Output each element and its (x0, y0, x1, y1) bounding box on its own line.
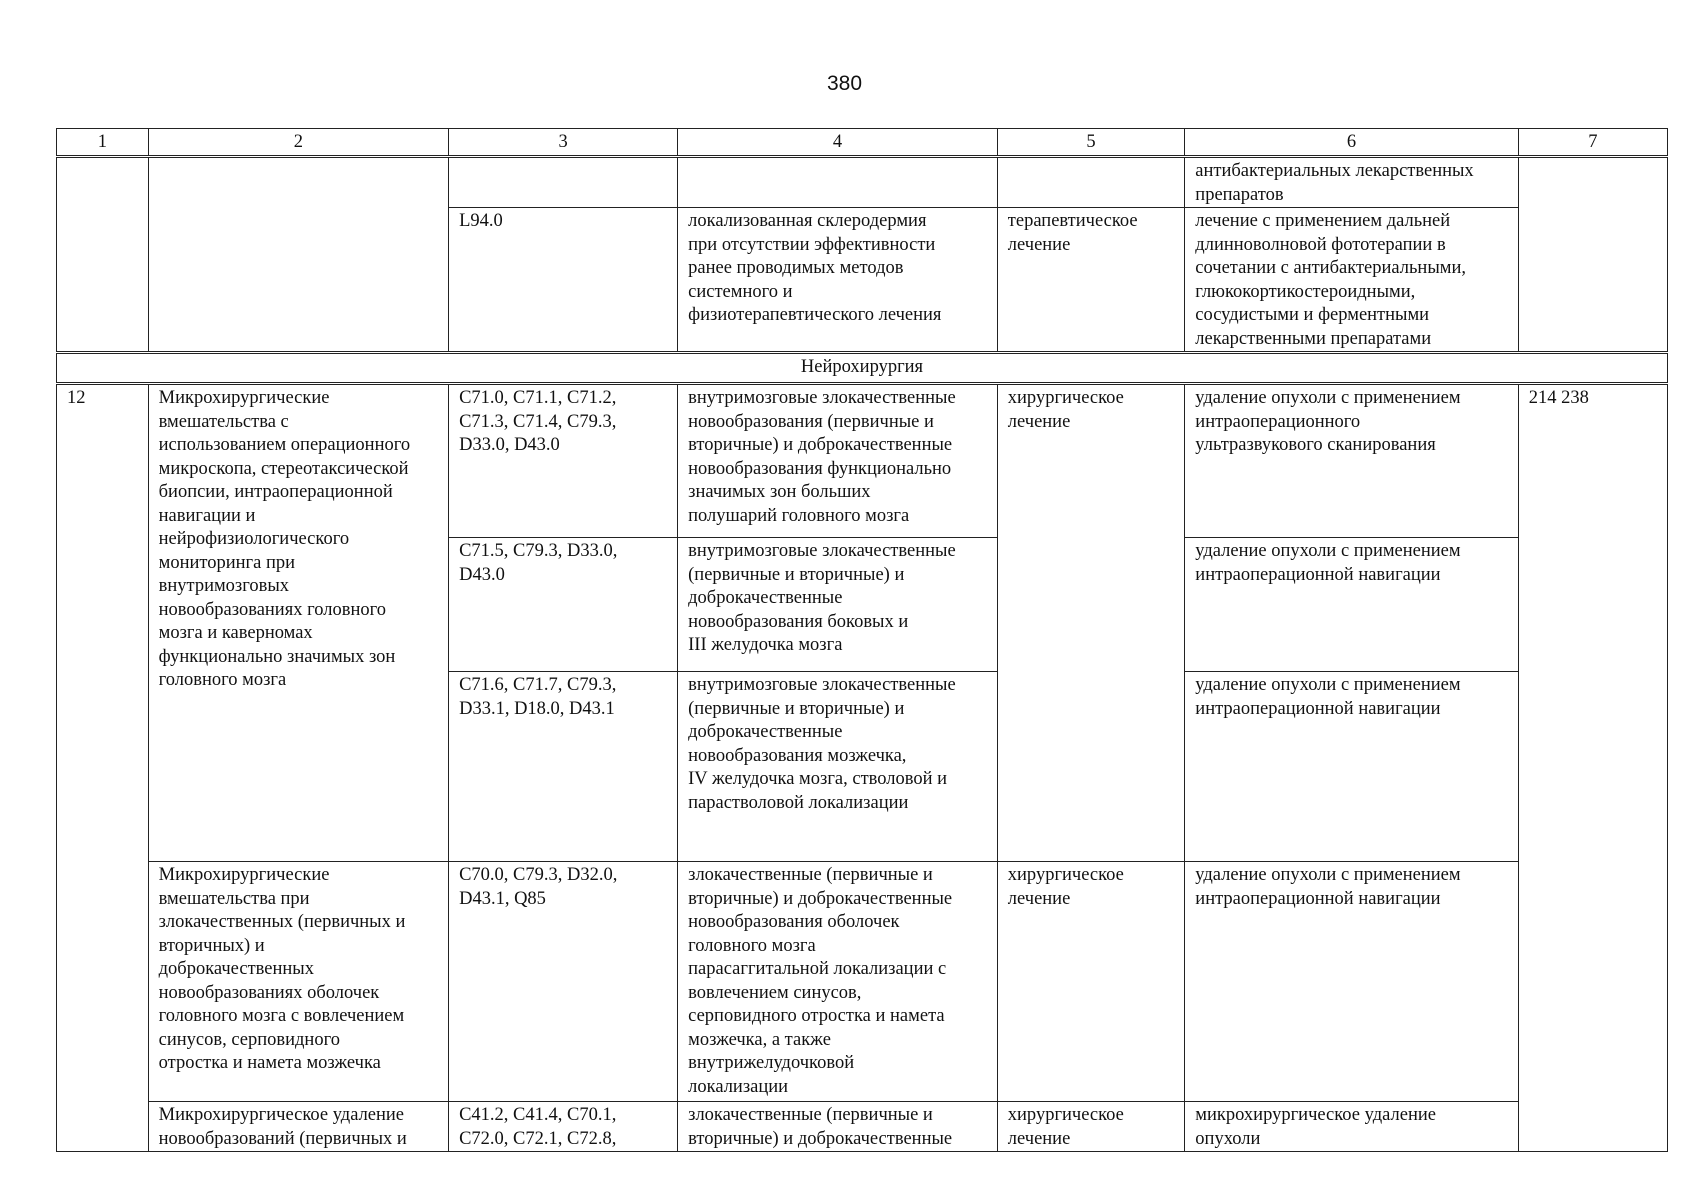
column-header: 3 (449, 129, 678, 157)
cell-icd-codes: C71.0, C71.1, C71.2, C71.3, C71.4, C79.3, D33.0, D43.0 (449, 384, 678, 538)
cell-treatment-type (997, 157, 1185, 208)
cell-icd-codes: C41.2, C41.4, C70.1, C72.0, C72.1, C72.8, (449, 1102, 678, 1152)
cell-service-type: Микрохирургическое удаление новообразований (первичных и (148, 1102, 448, 1152)
cell-number (57, 157, 149, 353)
column-header: 4 (678, 129, 998, 157)
cell-diagnosis: злокачественные (первичные и вторичные) и доброкачественные (678, 1102, 998, 1152)
cell-diagnosis: злокачественные (первичные и вторичные) и доброкачественные новообразования оболочек головного мозга парасаггитальной локализации с вовлечением синусов, серповидного отростка и намета мозжечка, а также внутрижелудочковой локализации (678, 862, 998, 1102)
cell-method: антибактериальных лекарственных препаратов (1185, 157, 1518, 208)
cell-icd-codes: C71.6, C71.7, C79.3, D33.1, D18.0, D43.1 (449, 672, 678, 862)
table-row (57, 1102, 1668, 1152)
cell-service-type: Микрохирургические вмешательства при злокачественных (первичных и вторичных) и доброкачественных новообразованиях оболочек головного мозга с вовлечением синусов, серповидного отростка и намета мозжечка (148, 862, 448, 1102)
cell-treatment-type: терапевтическое лечение (997, 208, 1185, 353)
cell-service-type (148, 157, 448, 353)
table-row (57, 157, 1668, 208)
cell-treatment-type: хирургическое лечение (997, 862, 1185, 1102)
section-row (57, 353, 1668, 384)
column-header: 1 (57, 129, 149, 157)
table-header-row (57, 129, 1668, 157)
section-title: Нейрохирургия (57, 353, 1668, 384)
cell-method: удаление опухоли с применением интраоперационного ультразвукового сканирования (1185, 384, 1518, 538)
cell-icd-codes: C70.0, C79.3, D32.0, D43.1, Q85 (449, 862, 678, 1102)
cell-method: удаление опухоли с применением интраоперационной навигации (1185, 672, 1518, 862)
page-number: 380 (826, 72, 863, 95)
table-row (57, 384, 1668, 538)
table-row (57, 862, 1668, 1102)
services-table (56, 128, 1668, 1152)
cell-diagnosis: внутримозговые злокачественные новообразования (первичные и вторичные) и доброкачественные новообразования функционально значимых зон больших полушарий головного мозга (678, 384, 998, 538)
cell-service-type: Микрохирургические вмешательства с использованием операционного микроскопа, стереотаксической биопсии, интраоперационной навигации и нейрофизиологического мониторинга при внутримозговых новообразованиях головного мозга и каверномах функционально значимых зон головного мозга (148, 384, 448, 862)
cell-method: микрохирургическое удаление опухоли (1185, 1102, 1518, 1152)
cell-method: удаление опухоли с применением интраоперационной навигации (1185, 538, 1518, 672)
cell-icd-codes (449, 157, 678, 208)
column-header: 5 (997, 129, 1185, 157)
cell-diagnosis: локализованная склеродермия при отсутствии эффективности ранее проводимых методов системного и физиотерапевтического лечения (678, 208, 998, 353)
cell-cost: 214 238 (1518, 384, 1667, 1152)
column-header: 6 (1185, 129, 1518, 157)
cell-diagnosis (678, 157, 998, 208)
cell-treatment-type: хирургическое лечение (997, 384, 1185, 862)
cell-diagnosis: внутримозговые злокачественные (первичные и вторичные) и доброкачественные новообразования мозжечка, IV желудочка мозга, стволовой и парастволовой локализации (678, 672, 998, 862)
cell-icd-codes: C71.5, C79.3, D33.0, D43.0 (449, 538, 678, 672)
column-header: 7 (1518, 129, 1667, 157)
cell-diagnosis: внутримозговые злокачественные (первичные и вторичные) и доброкачественные новообразования боковых и III желудочка мозга (678, 538, 998, 672)
cell-number: 12 (57, 384, 149, 1152)
cell-method: удаление опухоли с применением интраоперационной навигации (1185, 862, 1518, 1102)
services-table-wrapper (56, 128, 1668, 1152)
cell-method: лечение с применением дальней длинноволновой фототерапии в сочетании с антибактериальными, глюкокортикостероидными, сосудистыми и ферментными лекарственными препаратами (1185, 208, 1518, 353)
cell-icd-codes: L94.0 (449, 208, 678, 353)
cell-treatment-type: хирургическое лечение (997, 1102, 1185, 1152)
cell-cost (1518, 157, 1667, 353)
column-header: 2 (148, 129, 448, 157)
